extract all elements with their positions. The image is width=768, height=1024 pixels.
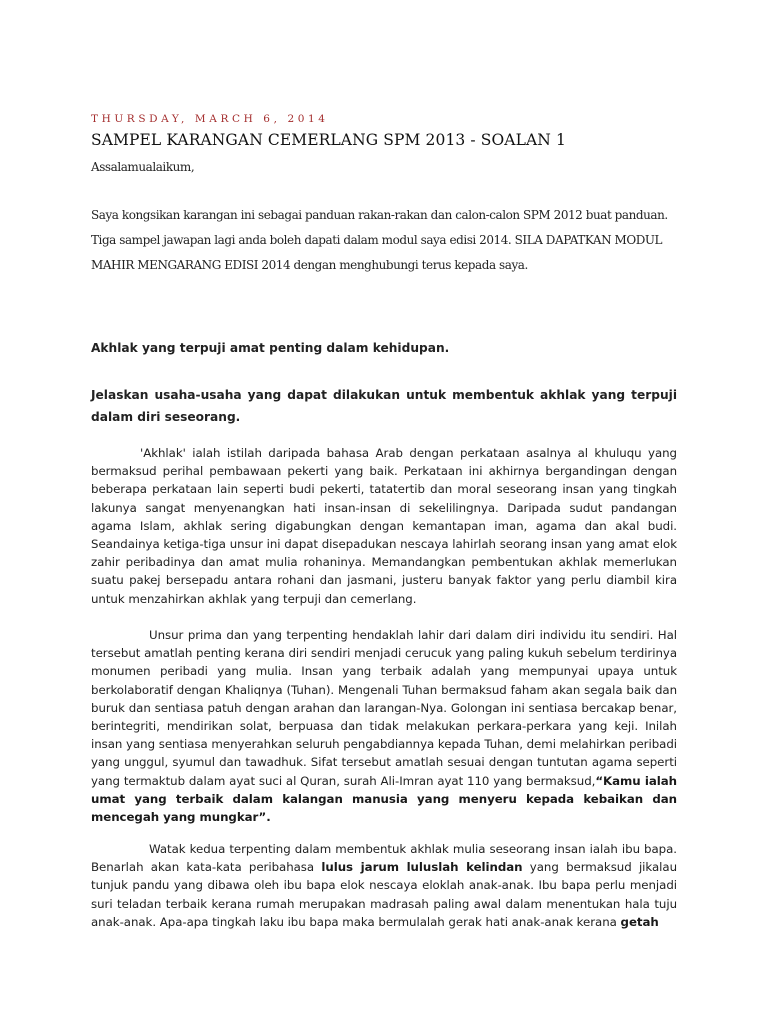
intro-line-2: Tiga sampel jawapan lagi anda boleh dapati dalam modul saya edisi 2014. SILA DAPATKAN MODUL	[91, 233, 663, 247]
essay-paragraph-3	[91, 840, 677, 931]
paragraph-3-text-a: Watak kedua terpenting dalam membentuk akhlak mulia seseorang insan ialah ibu bapa. Benarlah akan kata-kata peribahasa	[91, 842, 677, 875]
paragraph-1-text: 'Akhlak' ialah istilah daripada bahasa Arab dengan perkataan asalnya al khuluqu yang bermaksud perihal pembawaan pekerti yang baik. Perkataan ini akhirnya bergandingan dengan beberapa perkataan lain seperti budi pekerti, tatatertib dan moral seseorang insan yang tingkah lakunya sangat menyenangkan hati insan-insan di sekelilingnya. Daripada sudut pandangan agama Islam, akhlak sering digabungkan dengan kemantapan iman, agama dan akal budi. Seandainya ketiga-tiga unsur ini dapat disepadukan nescaya lahirlah seorang insan yang amat elok zahir peribadinya dan amat mulia rohaninya. Memandangkan pembentukan akhlak memerlukan suatu pakej bersepadu antara rohani dan jasmani, justeru banyak faktor yang perlu diambil kira untuk menzahirkan akhlak yang terpuji dan cemerlang.	[91, 446, 677, 606]
proverb: lulus jarum luluslah kelindan	[321, 860, 523, 875]
greeting: Assalamualaikum,	[91, 160, 195, 174]
post-date: THURSDAY, MARCH 6, 2014	[91, 113, 329, 125]
essay-paragraph-1	[91, 444, 677, 608]
paragraph-2-text: Unsur prima dan yang terpenting hendaklah lahir dari dalam diri individu itu sendiri. Hal tersebut amatlah penting kerana diri sendiri menjadi cerucuk yang paling kukuh sebelum terdirinya monumen peribadi yang mulia. Insan yang terbaik adalah yang mempunyai upaya untuk berkolaboratif dengan Khaliqnya (Tuhan). Mengenali Tuhan bermaksud faham akan segala baik dan buruk dan sentiasa patuh dengan arahan dan larangan-Nya. Golongan ini sentiasa bercakap benar, berintegriti, mendirikan solat, berpuasa dan tidak melakukan perkara-perkara yang keji. Inilah insan yang sentiasa menyerahkan seluruh pengabdiannya kepada Tuhan, demi melahirkan peribadi yang unggul, syumul dan tawadhuk. Sifat tersebut amatlah sesuai dengan tuntutan agama seperti yang termaktub dalam ayat suci al Quran, surah Ali-Imran ayat 110 yang bermaksud,	[91, 628, 677, 788]
intro-line-3: MAHIR MENGARANG EDISI 2014 dengan menghubungi terus kepada saya.	[91, 258, 528, 272]
paragraph-3-text-b: yang bermaksud jikalau tunjuk pandu yang dibawa oleh ibu bapa elok nescaya eloklah anak-anak. Ibu bapa perlu menjadi suri teladan terbaik kerana rumah merupakan madrasah paling awal dalam menentukan hala tuju anak-anak. Apa-apa tingkah laku ibu bapa maka bermulalah gerak hati anak-anak kerana	[91, 860, 677, 929]
quran-quote: “Kamu ialah umat yang terbaik dalam kalangan manusia yang menyeru kepada kebaikan dan mencegah yang mungkar”.	[91, 773, 677, 825]
paragraph-3-end: getah	[620, 914, 659, 929]
essay-paragraph-2	[91, 626, 677, 826]
essay-heading-1: Akhlak yang terpuji amat penting dalam kehidupan.	[91, 341, 450, 355]
intro-line-1: Saya kongsikan karangan ini sebagai panduan rakan-rakan dan calon-calon SPM 2012 buat panduan.	[91, 208, 668, 222]
post-title[interactable]: SAMPEL KARANGAN CEMERLANG SPM 2013 - SOALAN 1	[91, 131, 566, 149]
essay-heading-2: Jelaskan usaha-usaha yang dapat dilakukan untuk membentuk akhlak yang terpuji dalam diri seseorang.	[91, 388, 677, 424]
